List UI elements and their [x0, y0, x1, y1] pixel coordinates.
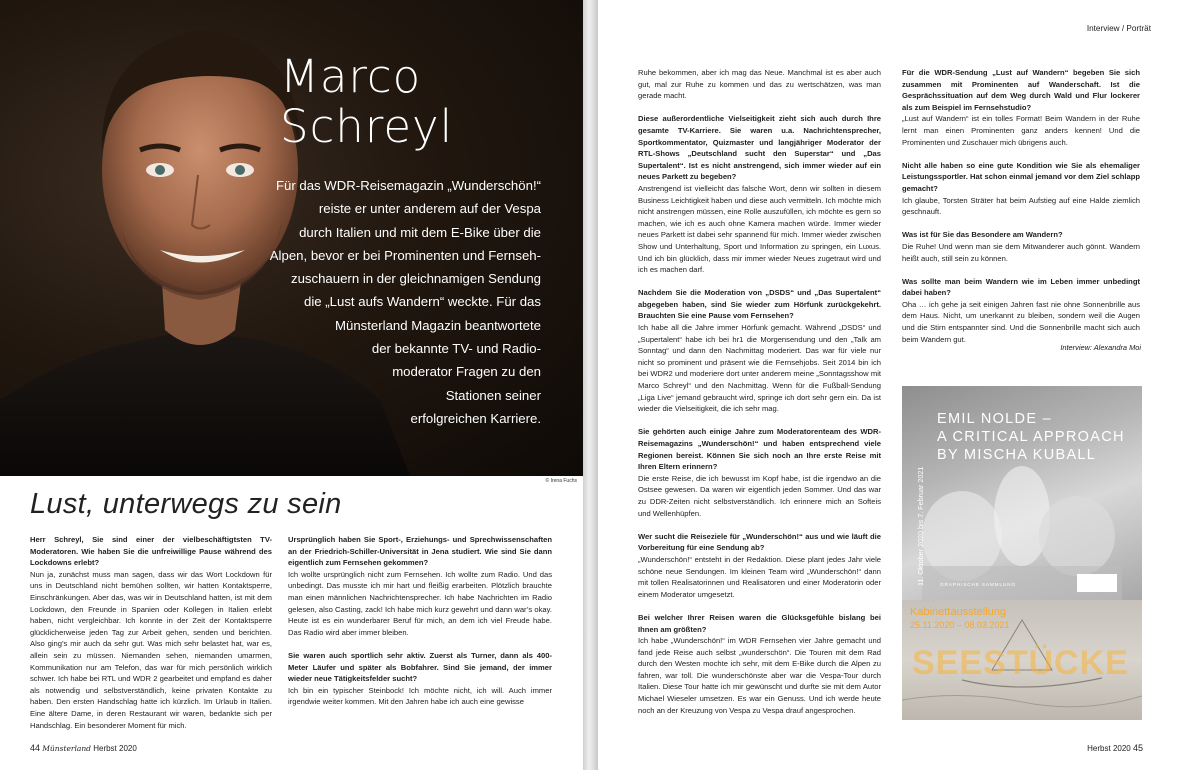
- ad-bottom-panel: [902, 600, 1142, 720]
- ad-exhibit-label: Kabinettausstellung: [910, 606, 1007, 618]
- article-headline: Lust, unterwegs zu sein: [30, 488, 342, 520]
- answer: „Wunderschön!“ entsteht in der Redaktion. Diese plant jedes Jahr viele schöne neue Sendungen. Im kleinen Team wird „Wunderschön!“ dann mit tollen Realisatorinnen und Realisatoren und einer Moderatorin oder einem Moderator umgesetzt.: [638, 554, 881, 599]
- question: Sie gehörten auch einige Jahre zum Moderatorenteam des WDR-Reisemagazins „Wunderschön!“ und haben entsprechend viele Regionen bereist. Können Sie sich noch an Ihre erste Reise mit Ihren Eltern erinnern?: [638, 427, 881, 472]
- ad-top-panel: [902, 386, 1142, 600]
- right-page: [598, 0, 1181, 770]
- section-tag: Interview / Porträt: [1086, 24, 1151, 33]
- hero-photo: [0, 0, 583, 476]
- article-column-2: [288, 534, 552, 708]
- answer: Nun ja, zunächst muss man sagen, dass wir das Wort Lockdown für uns in Deutschland nicht bemühen sollten, wir hatten Kontaktsperre, Einschränkungen. Aber das, was wir in Deutschland hatten, ist mit dem Lockdown, den Freunde in Spanien oder Kollegen in Italien erlebt haben, nicht vergleichbar. Ich konnte in der Zeit der Kontaktsperre glücklicherweise jeden Tag zur Arbeit gehen, senden und berichten. Also ging’s mir auch da sehr gut. Was mich sehr belastet hat, war es, allein sein zu müssen. Niemanden sehen, niemanden umarmen, Kommunikation nur am Telefon, das war für mich persönlich wirklich schwer. Ich habe bei RTL und WDR 2 gearbeitet und empfand es daher als notwendig und selbstverständlich, keine privaten Kontakte zu haben. Den ersten Handschlag hatte ich kürzlich. Im Urlaub in Italien. Eine ältere Dame, in deren Restaurant wir waren, bedankte sich per Handschlag. Ein besonderer Moment für mich.: [30, 569, 272, 730]
- ad-title: EMIL NOLDE – A CRITICAL APPROACH BY MISCHA KUBALL: [937, 411, 1125, 463]
- page-number: 45: [1132, 743, 1143, 753]
- answer: „Lust auf Wandern“ ist ein tolles Format! Beim Wandern in der Ruhe lernt man einen Prominenten ganz anders kennen! Und die Prominenten und Zuschauer mich übrigens auch.: [902, 114, 1140, 147]
- left-page: [0, 0, 583, 770]
- question: Wer sucht die Reiseziele für „Wunderschön!“ aus und wie läuft die Vorbereitung für eine Sendung ab?: [638, 531, 881, 553]
- photo-credit: © Irena Fuchs: [545, 478, 577, 484]
- question: Was ist für Sie das Besondere am Wandern?: [902, 230, 1063, 240]
- question: Für die WDR-Sendung „Lust auf Wandern“ begeben Sie sich zusammen mit Prominenten auf Wanderschaft. Ist die Gesprächssituation auf dem Weg durch Wald und Flur lockerer als zum Beispiel im Fernsehstudio?: [902, 68, 1140, 112]
- question: Bei welcher Ihrer Reisen waren die Glücksgefühle bislang bei Ihnen am größten?: [638, 612, 881, 634]
- folio-right: [1087, 743, 1143, 753]
- answer: Die erste Reise, die ich bewusst im Kopf habe, ist die irgendwo an die Ostsee gewesen. Da waren wir eigentlich jeden Sommer. Und das war zu DDR-Zeiten nicht selbstverständlich. Ich erinnere mich an Softeis und Wellenhüpfen.: [638, 473, 881, 518]
- answer: Ich habe „Wunderschön!“ im WDR Fernsehen vier Jahre gemacht und fand jede Reise auch selbst „wunderschön“. Die Touren mit dem Rad durch den Westen mochte ich sehr, mit dem E-Bike durch die Alpen zu fahren, war toll. Die wunderschönste aber war die Vespa-Tour durch Italien. Diese Tour hatte ich mir gewünscht und durfte sie mit dem Autor Michael Wieseler umsetzen. Es war ein Genuss. Und ich werde heute noch an der Kreuzung von Vespa zu Vespa drauf angesprochen.: [638, 636, 881, 715]
- exhibition-ad[interactable]: [902, 386, 1142, 720]
- spine-gutter: [583, 0, 598, 770]
- answer: Ich wollte ursprünglich nicht zum Fernsehen. Ich wollte zum Radio. Und das unbedingt. Das musste ich mir hart und fleißig erarbeiten. Plötzlich brauchte man einen männlichen Nachrichtensprecher. Ich habe Nachrichten im Radio gelesen, also Casting, zack! Ich habe mich kurz gewehrt und dann war’s okay. Heute ist es ein wunderbarer Beruf für mich, an dem ich viel Freude habe. Das Radio wird aber immer bleiben.: [288, 569, 552, 637]
- person-name: Marco Schreyl: [280, 50, 454, 153]
- question: Diese außerordentliche Vielseitigkeit zieht sich auch durch Ihre gesamte TV-Karriere. Sie waren u.a. Nachrichtensprecher, Sportkommentator, Quizmaster und langjähriger Moderator der RTL-Shows „Deutschland sucht den Superstar“ und „Das Supertalent“. Ist es nicht anstrengend, sich immer wieder auf ein neues Parkett zu begeben?: [638, 114, 881, 182]
- answer: Anstrengend ist vielleicht das falsche Wort, denn wir sollten in diesem Business Leichtigkeit haben und diese auch vermitteln. Ich möchte mich nicht anstrengen müssen, eine Rolle auszufüllen, ich möchte es gern so machen, wie ich es auch ohne Kamera machen würde. Immer wieder neues Parkett ist dabei sehr spannend für mich. Immer wieder zwischen Show und Unterhaltung, Sport und Information zu springen, ein Luxus. Und ich bin glücklich, dass mir immer wieder Neues zugetraut wird und ich es machen darf.: [638, 183, 881, 275]
- question: Nachdem Sie die Moderation von „DSDS“ und „Das Supertalent“ abgegeben haben, sind Sie wieder zum Hörfunk zurückgekehrt. Brauchten Sie eine Pause vom Fernsehen?: [638, 288, 881, 321]
- issue-season: Herbst 2020: [93, 744, 137, 753]
- ad-vertical-dates: 11. Oktober 2020 bis 7. Februar 2021: [916, 466, 925, 586]
- intro-text: Für das WDR-Reisemagazin „Wunderschön!“ reiste er unter anderem auf der Vespa durch Italien und mit dem E-Bike über die Alpen, bevor er bei Prominenten und Fernseh- zuschauern in der gleichnamigen Sendung die „Lust aufs Wandern“ weckte. Für das Münsterland Magazin beantwortete der bekannte TV- und Radio- moderator Fragen zu den Stationen seiner erfolgreichen Karriere.: [269, 178, 541, 426]
- question: Nicht alle haben so eine gute Kondition wie Sie als ehemaliger Leistungssportler. Hat schon einmal jemand vor dem Ziel schlapp gemacht?: [902, 160, 1140, 193]
- answer: Ich habe all die Jahre immer Hörfunk gemacht. Während „DSDS“ und „Supertalent“ habe ich bei hr1 die Morgensendung und den „Talk am Sonntag“ und dann den Nachmittag moderiert. Das war für viele nur nicht so prominent und präsent wie die Fernsehjobs. Seit 2014 bin ich bei WDR2 und moderiere dort unter anderem meine „Sonntagsshow mit Marco Schreyl“ und den Nachmittag. Wenn für die Fußball-Sendung „Liga Live“ jemand gebraucht wird, springe ich dort sehr gern ein. Da ist wieder die Vielseitigkeit, die ich sehr mag.: [638, 323, 881, 414]
- question: Ursprünglich haben Sie Sport-, Erziehungs- und Sprechwissenschaften an der Friedrich-Schiller-Universität in Jena studiert. Wie sind Sie dann eigentlich zum Fernsehen gekommen?: [288, 535, 552, 568]
- answer: Ich glaube, Torsten Sträter hat beim Aufstieg auf eine Halde ziemlich geschnauft.: [902, 195, 1140, 217]
- question: Was sollte man beim Wandern wie im Leben immer unbedingt dabei haben?: [902, 276, 1140, 298]
- question: Herr Schreyl, Sie sind einer der vielbeschäftigtsten TV-Moderatoren. Wie haben Sie die unfreiwillige Pause während des Lockdowns erlebt?: [30, 535, 272, 568]
- ad-big-word: SEESTÜCKE: [912, 644, 1129, 682]
- issue-season: Herbst 2020: [1087, 744, 1131, 753]
- answer: Ich bin ein typischer Steinbock! Ich möchte nicht, ich will. Auch immer irgendwie weiter kommen. Mit den Jahren habe ich auch eine gewisse: [288, 685, 552, 707]
- ad-gallery-name: GRAPHISCHE SAMMLUNG: [940, 583, 1016, 588]
- question: Sie waren auch sportlich sehr aktiv. Zuerst als Turner, dann als 400-Meter Läufer und später als Bobfahrer. Sind Sie jemand, der immer wieder neue Tätigkeitsfelder sucht?: [288, 650, 552, 684]
- magazine-name: Münsterland: [42, 744, 91, 753]
- answer: Die Ruhe! Und wenn man sie dem Mitwanderer auch gönnt. Wandern heißt auch, still sein zu können.: [902, 241, 1140, 263]
- article-column-1: [30, 534, 272, 731]
- ad-exhibit-dates: 25.11.2020 – 08.03.2021: [910, 620, 1010, 630]
- article-column-4: [902, 67, 1140, 345]
- interview-signature: Interview: Alexandra Moi: [1060, 343, 1141, 352]
- ad-accent-bar: [1077, 574, 1117, 592]
- article-column-3: [638, 67, 881, 716]
- answer: Oha … ich gehe ja seit einigen Jahren fast nie ohne Sonnenbrille aus dem Haus. Nicht, um unerkannt zu bleiben, sondern weil die Augen und die Stirn entspannter sind. Und die Sonnenbrille macht sich auch beim Wandern gut.: [902, 299, 1140, 344]
- folio-left: [30, 743, 137, 753]
- answer: Ruhe bekommen, aber ich mag das Neue. Manchmal ist es aber auch gut, mal zur Ruhe zu kommen und das zu wertschätzen, was man gerade macht.: [638, 68, 881, 101]
- page-number: 44: [30, 743, 41, 753]
